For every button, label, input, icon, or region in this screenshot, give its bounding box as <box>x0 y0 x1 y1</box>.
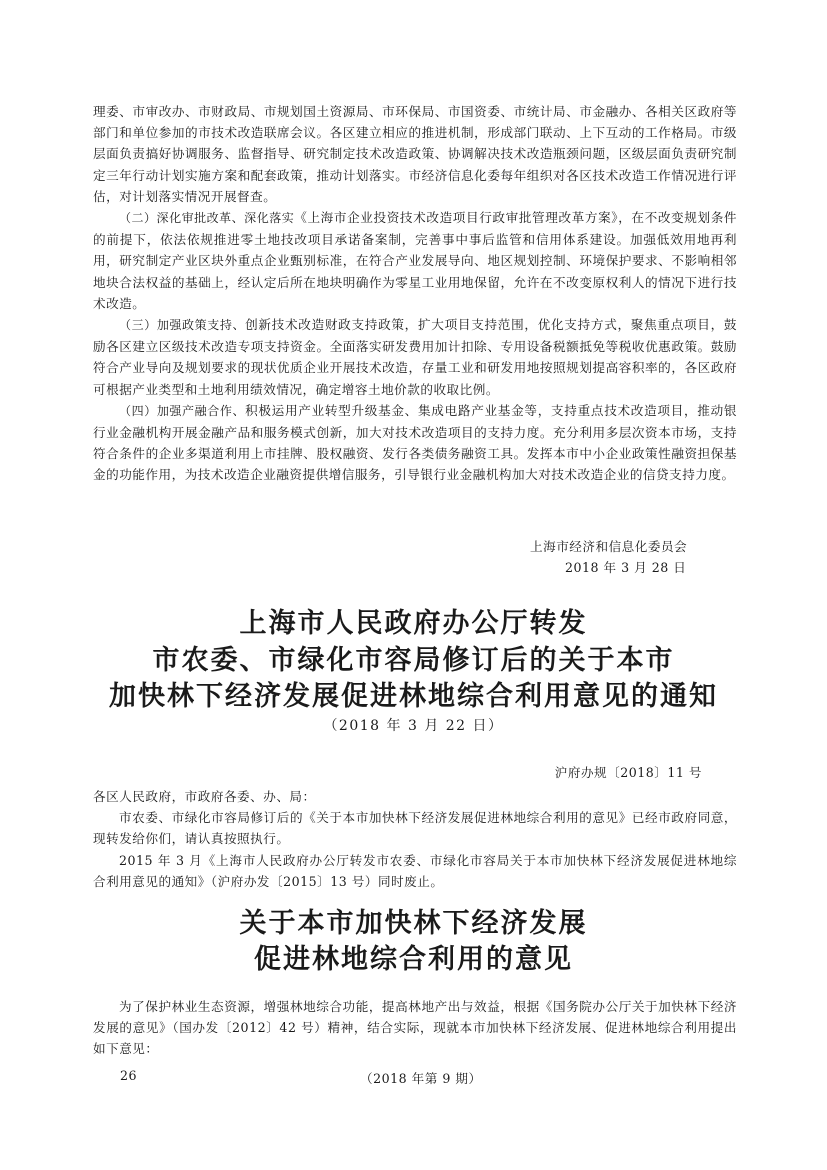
section-body-3: 创新技术改造财政支持政策，扩大项目支持范围，优化支持方式，聚焦重点项目，鼓励各区建立区级技术改造专项支持资金。全面落实研发费用加计扣除、专用设备税额抵免等税收优惠政策。鼓励符合产业导向及规划要求的现状优质企业开展技术改造，存量工业和研发用地按照规划提高容积率的，各区政府可根据产业类型和土地利用绩效情况，确定增容土地价款的收取比例。 <box>93 317 737 397</box>
section-heading-2: （二）深化审批改革、深化落实 <box>119 211 295 226</box>
opinion-intro: 为了保护林业生态资源，增强林地综合功能，提高林地产出与效益，根据《国务院办公厅关于加快林下经济发展的意见》（国办发〔2012〕42 号）精神，结合实际，现就本市加快林下经济发展、促进林地综合利用提出如下意见： <box>93 999 737 1057</box>
opinion-title-line2: 促进林地综合利用的意见 <box>254 944 573 975</box>
notice-body <box>93 786 737 892</box>
notice-body-paragraph-1: 市农委、市绿化市容局修订后的《关于本市加快林下经济发展促进林地综合利用的意见》已经市政府同意，现转发给你们，请认真按照执行。 <box>93 810 737 847</box>
opinion-title-line1: 关于本市加快林下经济发展 <box>239 908 588 939</box>
paragraph-approval-reform <box>93 207 737 314</box>
opinion-body <box>93 996 737 1060</box>
paragraph-leadership: 理委、市审改办、市财政局、市规划国土资源局、市环保局、市国资委、市统计局、市金融办、各相关区政府等部门和单位参加的市技术改造联席会议。各区建立相应的推进机制，形成部门联动、上下互动的工作格局。市级层面负责搞好协调服务、监督指导、研究制定技术改造政策、协调解决技术改造瓶颈问题，区级层面负责研究制定三年行动计划实施方案和配套政策，推动计划落实。市经济信息化委每年组织对各区技术改造工作情况进行评估，对计划落实情况开展督查。 <box>93 104 737 204</box>
signature-date: 2018 年 3 月 28 日 <box>565 560 687 575</box>
notice-body-paragraph-2: 2015 年 3 月《上海市人民政府办公厅转发市农委、市绿化市容局关于本市加快林下经济发展促进林地综合利用意见的通知》（沪府办发〔2015〕13 号）同时废止。 <box>93 852 737 889</box>
paragraph-policy-support <box>93 314 737 400</box>
section-heading-4: （四）加强产融合作、 <box>119 403 246 418</box>
top-section <box>93 101 737 486</box>
section-body-2: 《上海市企业投资技术改造项目行政审批管理改革方案》，在不改变规划条件的前提下，依法依规推进零土地技改项目承诺备案制，完善事中事后监管和信用体系建设。加强低效用地再利用，研究制定产业区块外重点企业甄别标准，在符合产业发展导向、地区规划控制、环境保护要求、不影响相邻地块合法权益的基础上，经认定后所在地块明确作为零星工业用地保留，允许在不改变原权利人的情况下进行技术改造。 <box>93 210 737 311</box>
page-number: 26 <box>120 1068 138 1083</box>
section-heading-3: （三）加强政策支持、 <box>119 318 246 333</box>
signature-org: 上海市经济和信息化委员会 <box>530 539 688 554</box>
section-body-4: 积极运用产业转型升级基金、集成电路产业基金等，支持重点技术改造项目，推动银行业金融机构开展金融产品和服务模式创新，加大对技术改造项目的支持力度。充分利用多层次资本市场，支持符合条件的企业多渠道利用上市挂牌、股权融资、发行各类债务融资工具。发挥本市中小企业政策性融资担保基金的功能作用，为技术改造企业融资提供增信服务，引导银行业金融机构加大对技术改造企业的信贷支持力度。 <box>93 402 737 483</box>
notice-title-line3: 加快林下经济发展促进林地综合利用意见的通知 <box>109 681 718 712</box>
issue-label: （2018 年第 9 期） <box>360 1071 482 1086</box>
notice-date: （2018 年 3 月 22 日） <box>323 718 504 734</box>
paragraph-finance-cooperation <box>93 400 737 486</box>
notice-title-line2: 市农委、市绿化市容局修订后的关于本市 <box>152 645 675 676</box>
notice-recipients: 各区人民政府，市政府各委、办、局： <box>93 789 316 804</box>
notice-title-line1: 上海市人民政府办公厅转发 <box>239 608 588 639</box>
document-number: 沪府办规〔2018〕11 号 <box>554 765 702 780</box>
